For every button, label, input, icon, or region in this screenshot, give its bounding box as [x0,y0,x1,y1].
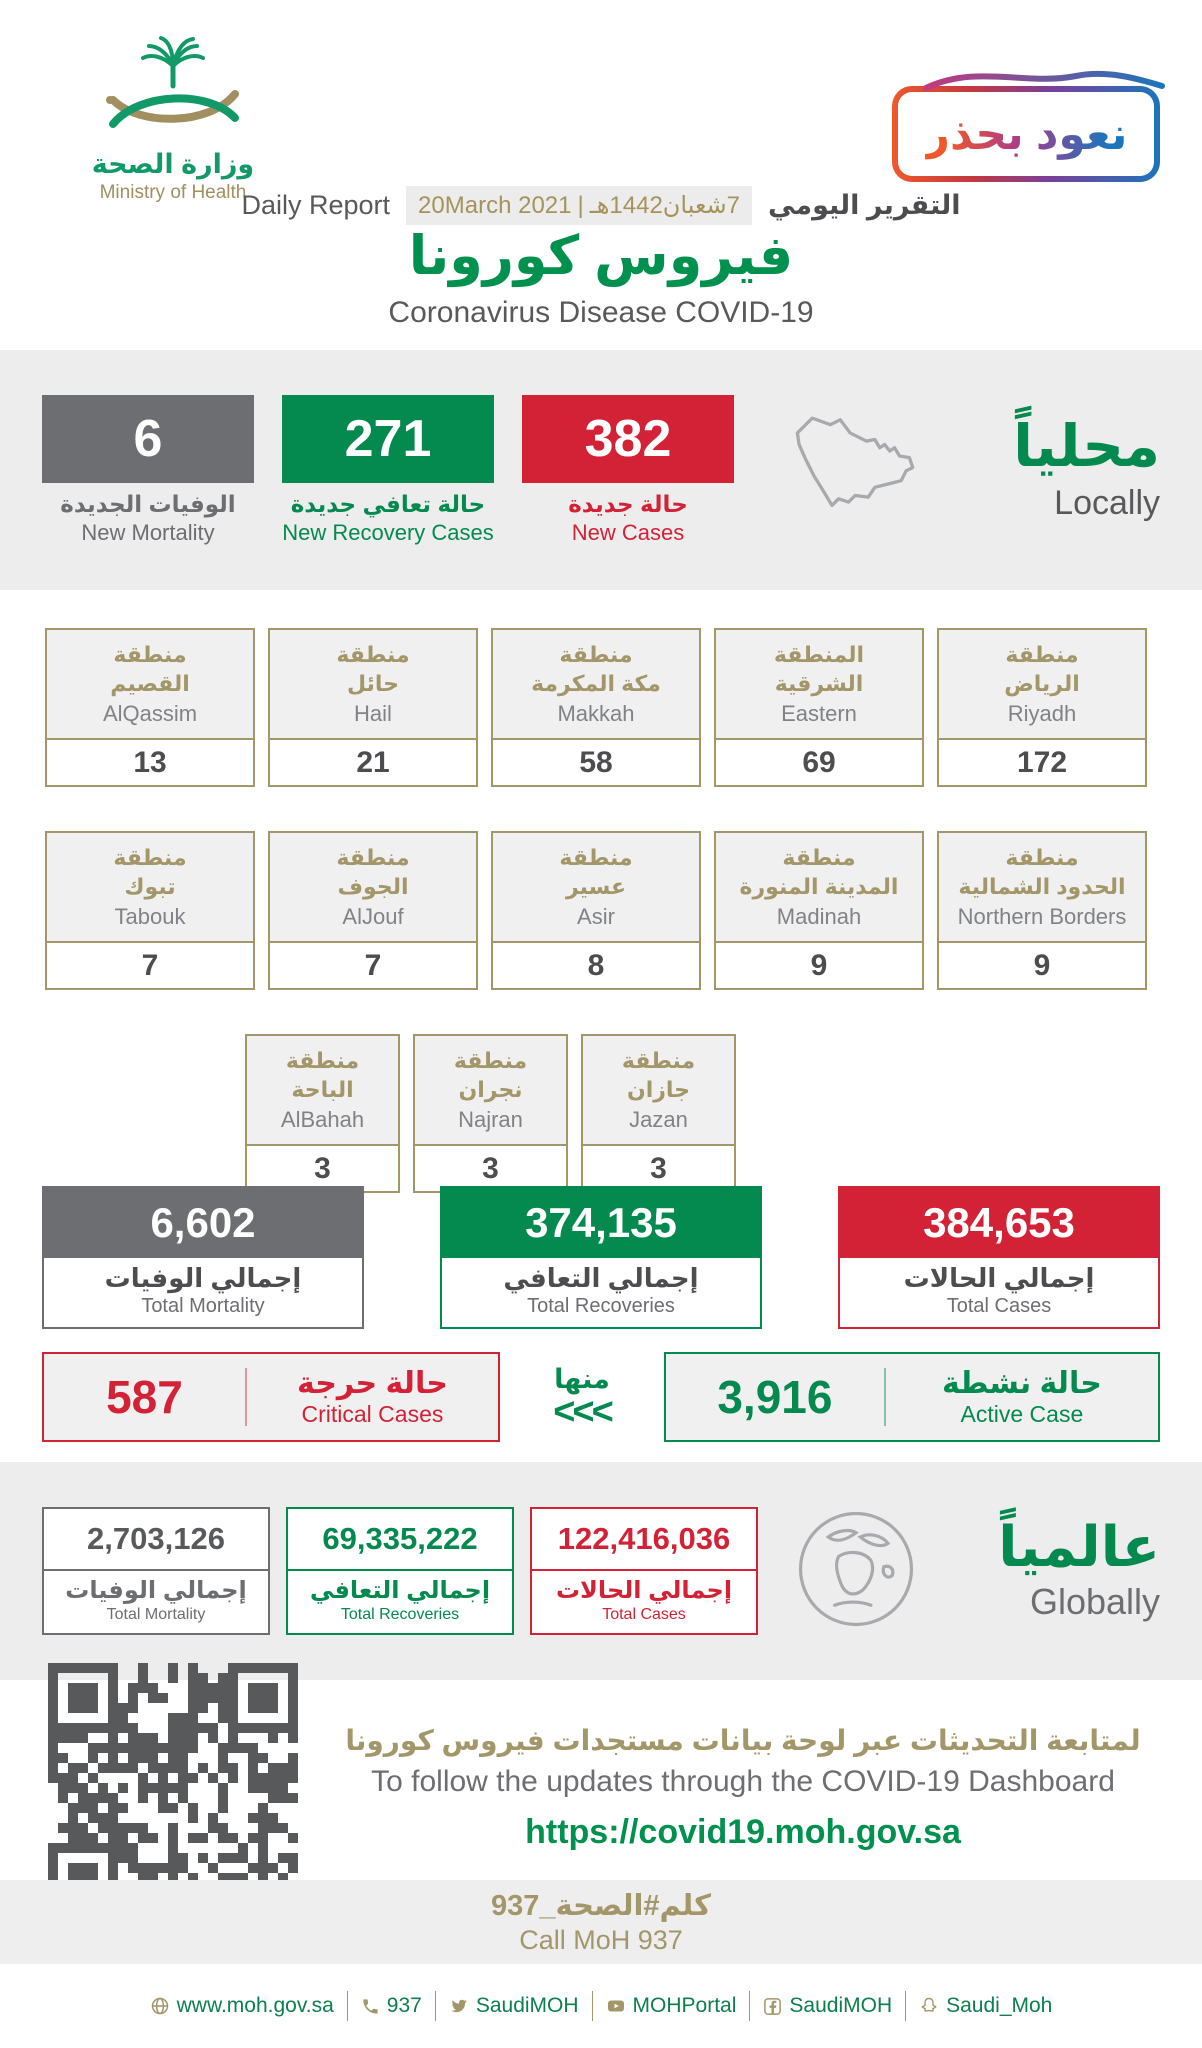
total-mortality-label-ar: إجمالي الوفيات [104,1262,302,1293]
region-alqassim-value: 13 [133,745,167,779]
footer-link-label: 937 [386,1994,422,2017]
total-recoveries-box [440,1186,762,1329]
divider [435,1991,436,2021]
new-cases-label-en: New Cases [571,519,685,545]
total-cases-label-en: Total Cases [946,1294,1052,1317]
region-madinah-value: 9 [810,948,828,982]
badge-label: نعود بحذر [924,109,1128,159]
region-albahah-value: 3 [314,1151,331,1185]
total-cases-box [838,1186,1160,1329]
of-which-indicator [526,1364,638,1434]
call-moh-label-en: Call MoH 937 [519,1925,683,1955]
new-cases-value: 382 [522,395,734,483]
youtube-icon [606,1996,626,2016]
critical-cases-box [42,1352,500,1442]
critical-cases-label-en: Critical Cases [301,1400,444,1427]
footer-link-twitter[interactable] [449,1994,579,2018]
locally-band [0,350,1202,590]
region-madinah: منطقة المدينة المنورة Madinah 9 [714,831,924,990]
total-recoveries-label-ar: إجمالي التعافي [503,1262,699,1293]
region-riyadh-value: 172 [1016,745,1068,779]
date-separator: | [577,191,584,219]
new-recovery-label-ar: حالة تعافي جديدة [290,490,486,517]
region-alqassim: منطقة القصيم AlQassim 13 [45,628,255,787]
divider [245,1368,247,1426]
globe-icon [150,1996,170,2016]
critical-active-row [0,1332,1202,1462]
region-jazan: منطقة جازان Jazan 3 [581,1034,736,1193]
divider [749,1991,750,2021]
active-cases-box [664,1352,1160,1442]
global-cases-label-ar: إجمالي الحالات [555,1577,733,1604]
region-aljouf: منطقة الجوف AlJouf 7 [268,831,478,990]
dashboard-line-ar: لمتابعة التحديثات عبر لوحة بيانات مستجدات فيروس كورونا [345,1725,1141,1756]
region-northern-borders: منطقة الحدود الشمالية Northern Borders 9 [937,831,1147,990]
logo-arabic: وزارة الصحة [91,149,255,179]
footer [0,1964,1202,2048]
footer-link-label: www.moh.gov.sa [176,1994,334,2017]
footer-link-phone[interactable] [361,1994,422,2018]
regions-row-2 [0,831,1202,990]
critical-cases-label-ar: حالة حرجة [297,1366,448,1400]
divider [592,1991,593,2021]
footer-link-snapchat[interactable] [919,1994,1052,2018]
globally-heading [936,1515,1160,1623]
region-hail-value: 21 [356,745,390,779]
global-recoveries-value: 69,335,222 [288,1509,512,1571]
phone-icon [361,1997,380,2016]
dashboard-section [0,1680,1202,1880]
report-date [406,186,752,225]
global-mortality-label-ar: إجمالي الوفيات [65,1577,247,1604]
new-recovery-value: 271 [282,395,494,483]
total-recoveries-label-en: Total Recoveries [527,1294,675,1317]
globally-heading-en: Globally [1029,1581,1160,1622]
new-cases-stat [522,395,734,546]
page-title-english: Coronavirus Disease COVID-19 [388,296,814,329]
active-cases-value: 3,916 [717,1371,833,1423]
snapchat-icon [919,1996,939,2016]
date-gregorian: 20March 2021 [418,191,572,219]
report-title-row [0,186,1202,225]
footer-link-website[interactable] [150,1994,334,2018]
total-cases-label-ar: إجمالي الحالات [903,1262,1095,1293]
total-mortality-label-en: Total Mortality [141,1294,265,1317]
daily-report-label-arabic: التقرير اليومي [768,190,961,220]
page-title-arabic: فيروس كورونا [408,226,794,286]
total-mortality-box [42,1186,364,1329]
global-mortality-value: 2,703,126 [44,1509,268,1571]
global-cases-box [530,1507,758,1635]
region-makkah-value: 58 [579,745,613,779]
call-moh-label-ar: كلم#الصحة_937 [491,1890,711,1922]
call-moh-band [0,1880,1202,1964]
region-asir: منطقة عسير Asir 8 [491,831,701,990]
regions-grid [0,590,1202,1185]
daily-report-label: Daily Report [241,190,391,220]
footer-link-youtube[interactable] [606,1994,737,2018]
new-mortality-stat [42,395,254,546]
saudi-arabia-map-icon [762,400,958,540]
region-albahah: منطقة الباحة AlBahah 3 [245,1034,400,1193]
new-mortality-label-en: New Mortality [81,519,215,545]
total-cases-value: 384,653 [840,1188,1158,1258]
region-riyadh: منطقة الرياض Riyadh 172 [937,628,1147,787]
global-recoveries-label-ar: إجمالي التعافي [309,1577,491,1604]
region-eastern-value: 69 [802,745,836,779]
total-recoveries-value: 374,135 [442,1188,760,1258]
new-recovery-stat [282,395,494,546]
footer-link-label: SaudiMOH [475,1994,579,2017]
globe-icon [792,1505,920,1638]
active-cases-label-ar: حالة نشطة [941,1366,1102,1400]
total-mortality-value: 6,602 [44,1188,362,1258]
global-recoveries-label-en: Total Recoveries [340,1606,460,1623]
globally-band [0,1462,1202,1680]
new-recovery-label-en: New Recovery Cases [282,519,494,545]
global-mortality-label-en: Total Mortality [106,1606,206,1623]
critical-cases-value: 587 [106,1371,183,1423]
region-asir-value: 8 [587,948,605,982]
footer-link-label: SaudiMOH [789,1994,893,2017]
region-najran: منطقة نجران Najran 3 [413,1034,568,1193]
locally-heading-en: Locally [1054,483,1160,522]
regions-row-1 [0,628,1202,787]
active-cases-label-en: Active Case [960,1400,1084,1427]
header [0,0,1202,350]
dashboard-url-link[interactable]: https://covid19.moh.gov.sa [525,1813,961,1851]
footer-link-label: Saudi_Moh [946,1994,1053,2017]
moh-emblem-icon [93,30,253,142]
region-tabouk-value: 7 [141,948,159,982]
region-makkah: منطقة مكة المكرمة Makkah 58 [491,628,701,787]
region-tabouk: منطقة تبوك Tabouk 7 [45,831,255,990]
region-jazan-value: 3 [650,1151,667,1185]
chevrons-left-icon: <<< [553,1391,611,1434]
of-which-label-ar: منها [554,1364,610,1395]
twitter-icon [449,1996,469,2016]
new-mortality-value: 6 [42,395,254,483]
region-najran-value: 3 [482,1151,499,1185]
local-totals-row [0,1182,1202,1332]
dashboard-line-en: To follow the updates through the COVID-19 Dashboard [371,1765,1115,1798]
new-mortality-label-ar: الوفيات الجديدة [60,490,236,517]
footer-link-label: MOHPortal [632,1994,737,2017]
moh-logo [58,30,288,204]
regions-row-3 [0,1034,1202,1193]
divider [884,1368,886,1426]
footer-link-facebook[interactable] [763,1994,892,2018]
global-recoveries-box [286,1507,514,1635]
locally-heading-ar: محلياً [1013,413,1160,479]
global-cases-label-en: Total Cases [602,1606,686,1623]
locally-heading [986,413,1160,523]
region-eastern: المنطقة الشرقية Eastern 69 [714,628,924,787]
return-with-caution-badge [892,86,1160,182]
region-northern-borders-value: 9 [1033,948,1051,982]
logo-english: Ministry of Health [99,182,247,203]
qr-code [48,1663,298,1913]
globally-heading-ar: عالمياً [998,1515,1160,1578]
divider [905,1991,906,2021]
new-cases-label-ar: حالة جديدة [568,490,688,517]
region-hail: منطقة حائل Hail 21 [268,628,478,787]
global-cases-value: 122,416,036 [532,1509,756,1571]
facebook-icon [763,1997,782,2016]
region-aljouf-value: 7 [364,948,382,982]
divider [347,1991,348,2021]
date-hijri: 7شعبان1442هـ [589,192,741,219]
global-mortality-box [42,1507,270,1635]
